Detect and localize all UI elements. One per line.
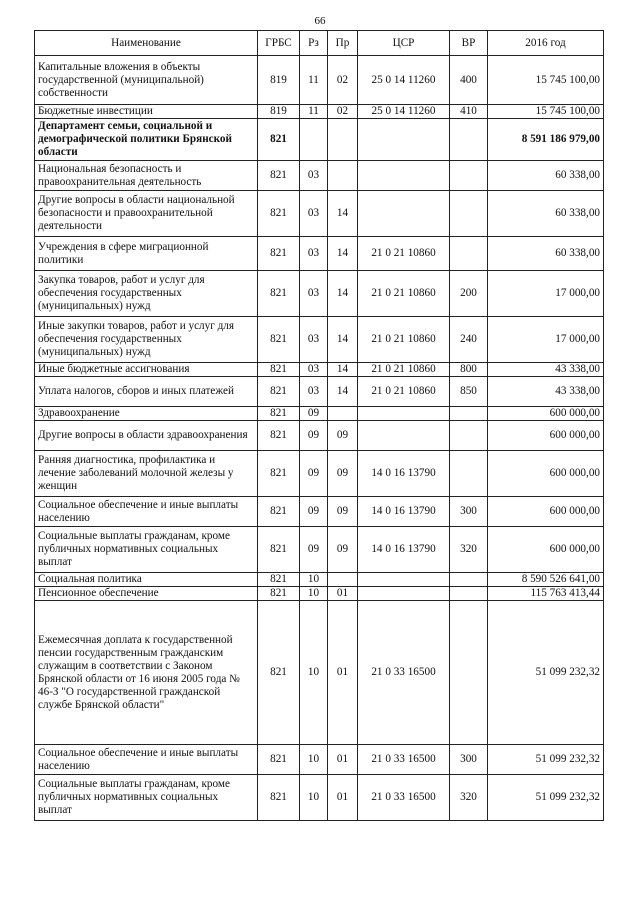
cell-rz: 10 (300, 775, 328, 821)
header-rz: Рз (300, 31, 328, 56)
cell-pr (328, 161, 358, 191)
cell-grbs: 821 (258, 237, 300, 271)
cell-pr (328, 119, 358, 161)
table-row (35, 573, 604, 587)
table-row (35, 587, 604, 601)
cell-vr: 400 (450, 56, 488, 105)
table-row (35, 56, 604, 105)
table-row (35, 363, 604, 377)
cell-pr: 14 (328, 271, 358, 317)
cell-name: Другие вопросы в области здравоохранения (35, 421, 258, 451)
table-row (35, 497, 604, 527)
cell-grbs: 821 (258, 745, 300, 775)
cell-csr: 21 0 21 10860 (358, 271, 450, 317)
cell-amount: 51 099 232,32 (488, 745, 604, 775)
cell-vr: 410 (450, 105, 488, 119)
cell-pr: 01 (328, 601, 358, 745)
cell-amount: 60 338,00 (488, 237, 604, 271)
cell-csr: 21 0 21 10860 (358, 317, 450, 363)
cell-name: Закупка товаров, работ и услуг для обеспечения государственных (муниципальных) нужд (35, 271, 258, 317)
cell-name: Бюджетные инвестиции (35, 105, 258, 119)
header-name: Наименование (35, 31, 258, 56)
cell-rz: 09 (300, 421, 328, 451)
cell-csr: 21 0 21 10860 (358, 237, 450, 271)
page-number: 66 (314, 15, 326, 27)
cell-csr (358, 407, 450, 421)
budget-table (34, 30, 604, 821)
table-row (35, 161, 604, 191)
cell-csr (358, 573, 450, 587)
table-row (35, 421, 604, 451)
cell-name: Учреждения в сфере миграционной политики (35, 237, 258, 271)
cell-rz: 03 (300, 271, 328, 317)
table-row (35, 377, 604, 407)
cell-amount: 600 000,00 (488, 451, 604, 497)
cell-amount: 115 763 413,44 (488, 587, 604, 601)
cell-vr (450, 573, 488, 587)
cell-csr: 21 0 21 10860 (358, 377, 450, 407)
cell-name: Другие вопросы в области национальной безопасности и правоохранительной деятельности (35, 191, 258, 237)
header-csr: ЦСР (358, 31, 450, 56)
cell-grbs: 821 (258, 527, 300, 573)
cell-name: Социальные выплаты гражданам, кроме публичных нормативных социальных выплат (35, 527, 258, 573)
cell-grbs: 821 (258, 161, 300, 191)
cell-amount: 600 000,00 (488, 497, 604, 527)
table-row (35, 191, 604, 237)
cell-vr: 800 (450, 363, 488, 377)
cell-rz: 11 (300, 105, 328, 119)
cell-amount: 600 000,00 (488, 527, 604, 573)
cell-pr: 09 (328, 451, 358, 497)
cell-grbs: 821 (258, 451, 300, 497)
cell-vr (450, 587, 488, 601)
cell-rz: 10 (300, 573, 328, 587)
cell-name: Уплата налогов, сборов и иных платежей (35, 377, 258, 407)
cell-amount: 15 745 100,00 (488, 105, 604, 119)
cell-vr: 240 (450, 317, 488, 363)
table-row (35, 527, 604, 573)
header-amount: 2016 год (488, 31, 604, 56)
cell-vr: 850 (450, 377, 488, 407)
cell-amount: 8 590 526 641,00 (488, 573, 604, 587)
table-header-row (35, 31, 604, 56)
cell-pr: 09 (328, 497, 358, 527)
cell-rz: 10 (300, 587, 328, 601)
cell-grbs: 821 (258, 363, 300, 377)
cell-pr: 01 (328, 745, 358, 775)
cell-vr (450, 421, 488, 451)
cell-rz: 11 (300, 56, 328, 105)
header-vr: ВР (450, 31, 488, 56)
cell-vr (450, 407, 488, 421)
cell-name: Национальная безопасность и правоохранительная деятельность (35, 161, 258, 191)
cell-grbs: 821 (258, 119, 300, 161)
cell-rz: 10 (300, 745, 328, 775)
cell-vr (450, 191, 488, 237)
cell-pr: 01 (328, 587, 358, 601)
cell-rz: 09 (300, 451, 328, 497)
cell-rz: 09 (300, 497, 328, 527)
table-row (35, 237, 604, 271)
cell-name: Социальное обеспечение и иные выплаты населению (35, 497, 258, 527)
table-row (35, 271, 604, 317)
table-row (35, 407, 604, 421)
cell-amount: 43 338,00 (488, 377, 604, 407)
cell-vr (450, 601, 488, 745)
cell-csr: 14 0 16 13790 (358, 451, 450, 497)
cell-name: Департамент семьи, социальной и демографической политики Брянской области (35, 119, 258, 161)
table-row (35, 601, 604, 745)
cell-pr (328, 407, 358, 421)
cell-rz: 09 (300, 407, 328, 421)
cell-csr (358, 161, 450, 191)
table-row (35, 775, 604, 821)
cell-grbs: 821 (258, 317, 300, 363)
cell-grbs: 821 (258, 775, 300, 821)
cell-grbs: 821 (258, 587, 300, 601)
cell-rz: 03 (300, 191, 328, 237)
cell-amount: 60 338,00 (488, 191, 604, 237)
cell-vr (450, 161, 488, 191)
cell-pr: 01 (328, 775, 358, 821)
cell-grbs: 821 (258, 601, 300, 745)
cell-grbs: 821 (258, 407, 300, 421)
cell-name: Социальная политика (35, 573, 258, 587)
cell-vr: 300 (450, 745, 488, 775)
cell-name: Ежемесячная доплата к государственной пенсии государственным гражданским служащим в соответствии с Законом Брянской области от 16 июня 2005 года № 46-З "О государственной гражданской службе Брянской области" (35, 601, 258, 745)
cell-grbs: 821 (258, 191, 300, 237)
cell-rz: 03 (300, 377, 328, 407)
cell-amount: 51 099 232,32 (488, 601, 604, 745)
cell-csr (358, 191, 450, 237)
table-row (35, 317, 604, 363)
cell-name: Иные закупки товаров, работ и услуг для обеспечения государственных (муниципальных) нужд (35, 317, 258, 363)
cell-csr: 14 0 16 13790 (358, 527, 450, 573)
cell-csr: 25 0 14 11260 (358, 56, 450, 105)
cell-name: Социальные выплаты гражданам, кроме публичных нормативных социальных выплат (35, 775, 258, 821)
cell-name: Социальное обеспечение и иные выплаты населению (35, 745, 258, 775)
cell-amount: 17 000,00 (488, 271, 604, 317)
cell-name: Ранняя диагностика, профилактика и лечение заболеваний молочной железы у женщин (35, 451, 258, 497)
cell-vr: 320 (450, 775, 488, 821)
header-grbs: ГРБС (258, 31, 300, 56)
cell-amount: 60 338,00 (488, 161, 604, 191)
cell-pr: 09 (328, 527, 358, 573)
cell-name: Пенсионное обеспечение (35, 587, 258, 601)
cell-vr: 300 (450, 497, 488, 527)
cell-vr (450, 451, 488, 497)
cell-amount: 43 338,00 (488, 363, 604, 377)
cell-name: Иные бюджетные ассигнования (35, 363, 258, 377)
cell-pr: 02 (328, 105, 358, 119)
cell-grbs: 821 (258, 573, 300, 587)
cell-amount: 51 099 232,32 (488, 775, 604, 821)
cell-rz: 10 (300, 601, 328, 745)
table-row (35, 105, 604, 119)
cell-pr: 14 (328, 363, 358, 377)
cell-amount: 15 745 100,00 (488, 56, 604, 105)
cell-pr (328, 573, 358, 587)
cell-csr: 21 0 33 16500 (358, 775, 450, 821)
cell-csr: 25 0 14 11260 (358, 105, 450, 119)
cell-pr: 02 (328, 56, 358, 105)
cell-grbs: 821 (258, 421, 300, 451)
table-row (35, 119, 604, 161)
cell-csr: 21 0 33 16500 (358, 745, 450, 775)
cell-csr: 14 0 16 13790 (358, 497, 450, 527)
cell-pr: 14 (328, 237, 358, 271)
cell-rz: 03 (300, 363, 328, 377)
cell-csr: 21 0 33 16500 (358, 601, 450, 745)
cell-csr: 21 0 21 10860 (358, 363, 450, 377)
cell-pr: 14 (328, 377, 358, 407)
cell-rz: 09 (300, 527, 328, 573)
cell-grbs: 821 (258, 497, 300, 527)
cell-csr (358, 421, 450, 451)
cell-amount: 600 000,00 (488, 421, 604, 451)
cell-amount: 8 591 186 979,00 (488, 119, 604, 161)
cell-vr: 320 (450, 527, 488, 573)
cell-rz: 03 (300, 317, 328, 363)
cell-name: Капитальные вложения в объекты государственной (муниципальной) собственности (35, 56, 258, 105)
cell-rz: 03 (300, 161, 328, 191)
cell-vr (450, 237, 488, 271)
cell-name: Здравоохранение (35, 407, 258, 421)
cell-csr (358, 587, 450, 601)
header-pr: Пр (328, 31, 358, 56)
cell-csr (358, 119, 450, 161)
cell-amount: 17 000,00 (488, 317, 604, 363)
table-row (35, 451, 604, 497)
cell-amount: 600 000,00 (488, 407, 604, 421)
cell-grbs: 819 (258, 56, 300, 105)
cell-rz (300, 119, 328, 161)
cell-vr: 200 (450, 271, 488, 317)
table-row (35, 745, 604, 775)
cell-pr: 09 (328, 421, 358, 451)
cell-grbs: 821 (258, 377, 300, 407)
cell-vr (450, 119, 488, 161)
cell-grbs: 819 (258, 105, 300, 119)
cell-pr: 14 (328, 191, 358, 237)
cell-rz: 03 (300, 237, 328, 271)
cell-pr: 14 (328, 317, 358, 363)
cell-grbs: 821 (258, 271, 300, 317)
